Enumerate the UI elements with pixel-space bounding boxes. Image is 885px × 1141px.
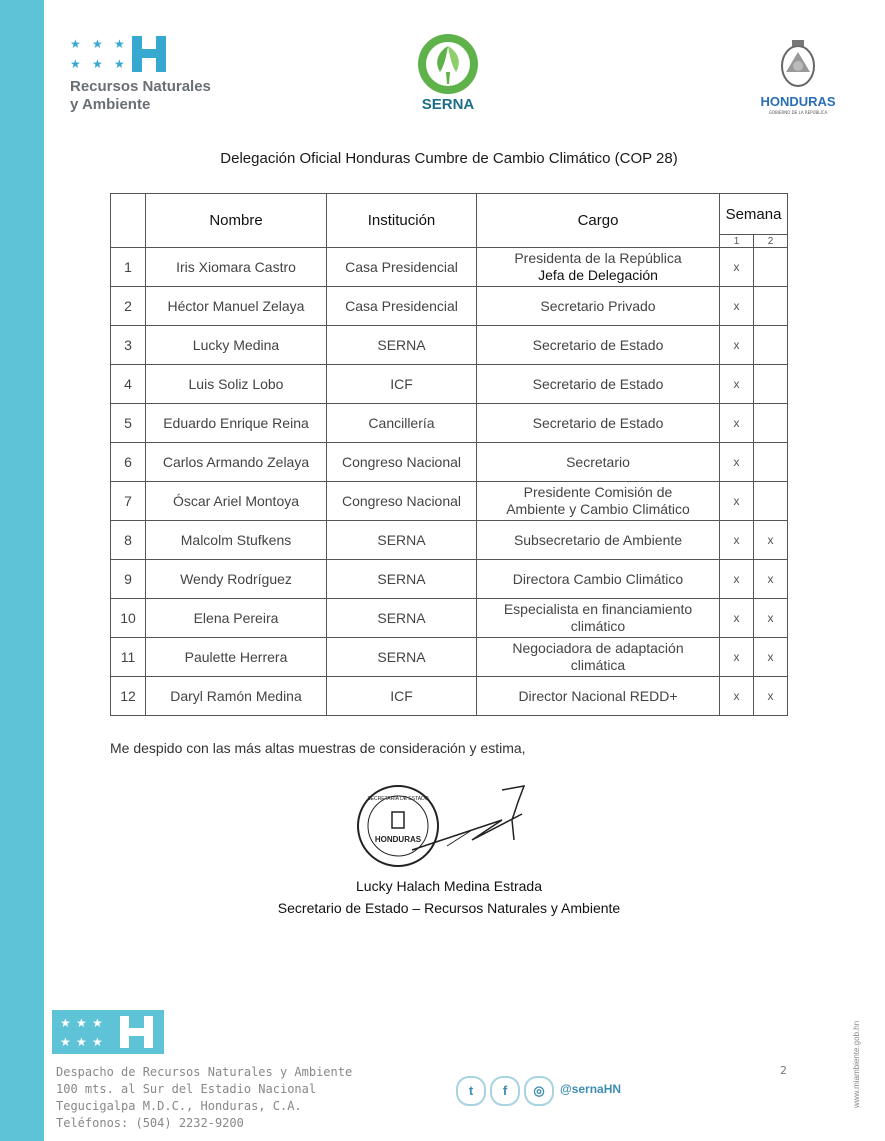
svg-text:HONDURAS: HONDURAS	[374, 835, 422, 844]
svg-text:★: ★	[76, 1016, 87, 1030]
row-semana-2: x	[754, 599, 788, 638]
row-institucion: SERNA	[327, 326, 477, 365]
row-number: 12	[111, 677, 146, 716]
row-cargo	[477, 404, 720, 443]
svg-text:★: ★	[92, 1035, 103, 1049]
row-cargo-line2: climático	[570, 618, 626, 634]
svg-text:★: ★	[76, 1035, 87, 1049]
delegation-table	[110, 193, 788, 716]
instagram-icon[interactable]: ◎	[524, 1076, 554, 1106]
coat-of-arms-icon	[752, 36, 844, 92]
svg-text:★: ★	[60, 1035, 71, 1049]
row-cargo-line1: Directora Cambio Climático	[512, 570, 684, 587]
row-cargo	[477, 287, 720, 326]
row-nombre: Wendy Rodríguez	[146, 560, 327, 599]
row-number: 4	[111, 365, 146, 404]
recursos-naturales-logo	[68, 36, 248, 116]
row-number: 11	[111, 638, 146, 677]
row-cargo-line1: Presidente Comisión de	[523, 484, 673, 500]
row-cargo	[477, 638, 720, 677]
row-nombre: Daryl Ramón Medina	[146, 677, 327, 716]
row-nombre: Elena Pereira	[146, 599, 327, 638]
row-institucion: Casa Presidencial	[327, 287, 477, 326]
table-row	[111, 482, 788, 521]
row-semana-1: x	[720, 599, 754, 638]
brand-line1: Recursos Naturales	[70, 78, 211, 95]
row-semana-2	[754, 326, 788, 365]
table-row	[111, 326, 788, 365]
row-nombre: Iris Xiomara Castro	[146, 248, 327, 287]
svg-text:★: ★	[60, 1016, 71, 1030]
col-header-semana: Semana	[720, 194, 788, 235]
row-semana-2	[754, 404, 788, 443]
footer-address	[56, 1064, 352, 1132]
table-row	[111, 443, 788, 482]
row-nombre: Luis Soliz Lobo	[146, 365, 327, 404]
row-semana-1: x	[720, 443, 754, 482]
row-number: 7	[111, 482, 146, 521]
serna-logo-text: SERNA	[421, 96, 475, 113]
row-cargo	[477, 599, 720, 638]
page-number: 2	[780, 1064, 787, 1077]
row-institucion: Cancillería	[327, 404, 477, 443]
signer-position: Secretario de Estado – Recursos Naturales y Ambiente	[277, 900, 621, 916]
serna-emblem-icon	[410, 32, 486, 96]
svg-text:www.miambiente.gob.hn: www.miambiente.gob.hn	[852, 1020, 861, 1108]
row-semana-2: x	[754, 560, 788, 599]
table-row	[111, 677, 788, 716]
left-accent-stripe	[0, 0, 44, 1141]
row-semana-1: x	[720, 287, 754, 326]
footer-logo	[52, 1010, 164, 1054]
col-header-institucion: Institución	[327, 194, 477, 248]
row-number: 6	[111, 443, 146, 482]
row-semana-2	[754, 287, 788, 326]
row-cargo-line1: Director Nacional REDD+	[518, 687, 678, 704]
row-nombre: Paulette Herrera	[146, 638, 327, 677]
row-institucion: Congreso Nacional	[327, 443, 477, 482]
table-row	[111, 560, 788, 599]
row-semana-2	[754, 443, 788, 482]
row-semana-1: x	[720, 482, 754, 521]
signer-name: Lucky Halach Medina Estrada	[356, 878, 542, 894]
honduras-logo-text: HONDURAS	[760, 94, 836, 109]
row-nombre: Héctor Manuel Zelaya	[146, 287, 327, 326]
col-header-nombre: Nombre	[146, 194, 327, 248]
row-semana-2: x	[754, 521, 788, 560]
row-institucion: ICF	[327, 365, 477, 404]
address-line1: Despacho de Recursos Naturales y Ambiente	[56, 1065, 353, 1079]
col-header-number	[111, 194, 146, 248]
facebook-icon[interactable]: f	[490, 1076, 520, 1106]
row-cargo-line2: Jefa de Delegación	[538, 267, 658, 283]
serna-logo	[410, 32, 486, 122]
row-number: 3	[111, 326, 146, 365]
honduras-motto: GOBIERNO DE LA REPÚBLICA	[768, 110, 828, 115]
row-cargo	[477, 365, 720, 404]
row-cargo-line2: climática	[570, 657, 626, 673]
table-row	[111, 638, 788, 677]
col-header-cargo: Cargo	[477, 194, 720, 248]
col-header-semana-1: 1	[720, 235, 754, 248]
address-line4: Teléfonos: (504) 2232-9200	[56, 1116, 244, 1130]
table-row	[111, 248, 788, 287]
row-cargo-line1: Secretario	[566, 453, 630, 470]
row-cargo-line1: Secretario Privado	[540, 297, 656, 314]
row-cargo-line1: Especialista en financiamiento	[503, 601, 693, 617]
row-semana-1: x	[720, 326, 754, 365]
row-cargo	[477, 560, 720, 599]
row-institucion: SERNA	[327, 638, 477, 677]
row-nombre: Óscar Ariel Montoya	[146, 482, 327, 521]
social-handle[interactable]: @sernaHN	[560, 1082, 622, 1096]
address-line3: Tegucigalpa M.D.C., Honduras, C.A.	[56, 1099, 302, 1113]
row-cargo	[477, 521, 720, 560]
row-cargo-line1: Secretario de Estado	[532, 414, 664, 431]
table-row	[111, 404, 788, 443]
table-row	[111, 365, 788, 404]
table-body	[111, 248, 788, 716]
row-semana-1: x	[720, 638, 754, 677]
signer-block	[110, 875, 788, 919]
row-cargo-line2: Ambiente y Cambio Climático	[506, 501, 690, 517]
vertical-url	[849, 1010, 863, 1110]
stars-icon: ★ ★ ★ ★ ★ ★	[70, 37, 125, 71]
row-number: 5	[111, 404, 146, 443]
row-cargo	[477, 326, 720, 365]
closing-text: Me despido con las más altas muestras de consideración y estima,	[110, 740, 526, 756]
col-header-semana-2: 2	[754, 235, 788, 248]
row-institucion: Congreso Nacional	[327, 482, 477, 521]
row-number: 2	[111, 287, 146, 326]
row-number: 10	[111, 599, 146, 638]
row-semana-1: x	[720, 677, 754, 716]
address-line2: 100 mts. al Sur del Estadio Nacional	[56, 1082, 317, 1096]
row-institucion: SERNA	[327, 599, 477, 638]
row-cargo-line1: Subsecretario de Ambiente	[513, 531, 683, 548]
row-institucion: SERNA	[327, 560, 477, 599]
row-cargo-line1: Negociadora de adaptación	[512, 640, 684, 656]
row-institucion: SERNA	[327, 521, 477, 560]
row-semana-2	[754, 365, 788, 404]
svg-text:SECRETARÍA DE ESTADO: SECRETARÍA DE ESTADO	[367, 796, 429, 802]
row-cargo-line1: Secretario de Estado	[532, 375, 664, 392]
svg-text:★: ★	[92, 1016, 103, 1030]
row-semana-2	[754, 482, 788, 521]
row-semana-2: x	[754, 677, 788, 716]
twitter-icon[interactable]: t	[456, 1076, 486, 1106]
row-semana-1: x	[720, 560, 754, 599]
row-cargo	[477, 443, 720, 482]
row-number: 8	[111, 521, 146, 560]
row-cargo-line1: Secretario de Estado	[532, 336, 664, 353]
row-number: 1	[111, 248, 146, 287]
table-header-row	[111, 194, 788, 235]
row-cargo	[477, 248, 720, 287]
table-row	[111, 599, 788, 638]
signature-stamp	[352, 780, 542, 870]
brand-line2: y Ambiente	[70, 96, 151, 113]
row-nombre: Eduardo Enrique Reina	[146, 404, 327, 443]
row-institucion: ICF	[327, 677, 477, 716]
row-cargo	[477, 482, 720, 521]
row-semana-1: x	[720, 365, 754, 404]
row-number: 9	[111, 560, 146, 599]
row-semana-1: x	[720, 521, 754, 560]
document-title: Delegación Oficial Honduras Cumbre de Cambio Climático (COP 28)	[220, 150, 678, 167]
row-semana-1: x	[720, 248, 754, 287]
h-mark-icon	[132, 36, 166, 72]
row-nombre: Lucky Medina	[146, 326, 327, 365]
row-cargo-line1: Presidenta de la República	[514, 250, 682, 266]
row-nombre: Carlos Armando Zelaya	[146, 443, 327, 482]
honduras-logo	[752, 36, 844, 116]
brand-text	[70, 78, 211, 114]
row-nombre: Malcolm Stufkens	[146, 521, 327, 560]
table-row	[111, 287, 788, 326]
row-semana-2: x	[754, 638, 788, 677]
row-cargo	[477, 677, 720, 716]
row-semana-1: x	[720, 404, 754, 443]
table-row	[111, 521, 788, 560]
row-semana-2	[754, 248, 788, 287]
row-institucion: Casa Presidencial	[327, 248, 477, 287]
